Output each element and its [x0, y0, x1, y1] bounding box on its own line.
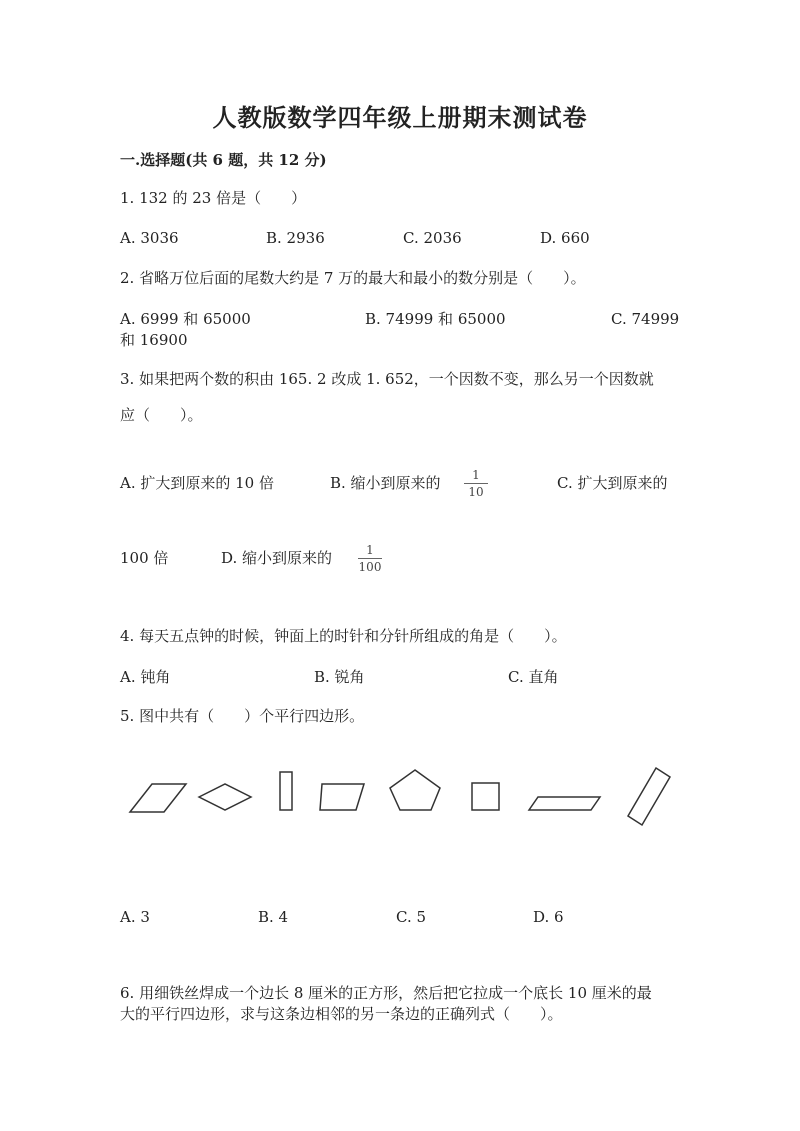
question-2-option-a[interactable]: A. 6999 和 65000 [120, 310, 251, 328]
question-4-option-a[interactable]: A. 钝角 [120, 668, 171, 686]
question-1-option-d[interactable]: D. 660 [540, 229, 590, 247]
question-5-option-a[interactable]: A. 3 [120, 908, 150, 926]
fraction-numerator: 1 [366, 543, 374, 557]
flat-parallelogram-shape [529, 797, 600, 810]
question-1-stem: 1. 132 的 23 倍是（ ） [120, 189, 307, 207]
question-5-stem: 5. 图中共有（ ）个平行四边形。 [120, 707, 365, 725]
parallelogram-shape [130, 784, 186, 812]
question-1-option-c[interactable]: C. 2036 [403, 229, 462, 247]
question-3-stem-line-2: 应（ ）。 [120, 406, 203, 424]
rhombus-shape [199, 784, 251, 810]
square-shape [472, 783, 499, 810]
tall-rectangle-shape [280, 772, 292, 810]
question-4-stem: 4. 每天五点钟的时候，钟面上的时针和分针所组成的角是（ ）。 [120, 627, 567, 645]
question-3-option-b[interactable]: B. 缩小到原来的 [330, 474, 441, 492]
fraction-bar [358, 558, 382, 559]
pentagon-shape [390, 770, 440, 810]
fraction-denominator: 100 [358, 560, 382, 574]
tilted-rectangle-shape [628, 768, 670, 825]
question-2-option-c[interactable]: C. 74999 [611, 310, 680, 328]
fraction-denominator: 10 [468, 485, 484, 499]
question-5-option-b[interactable]: B. 4 [258, 908, 289, 926]
question-3-option-d-fraction [352, 543, 388, 574]
question-6-stem-line-1: 6. 用细铁丝焊成一个边长 8 厘米的正方形，然后把它拉成一个底长 10 厘米的最 [120, 984, 652, 1002]
question-4-option-c[interactable]: C. 直角 [508, 668, 559, 686]
question-3-option-b-fraction [458, 468, 494, 499]
trapezoid-shape [320, 784, 364, 810]
question-2-stem: 2. 省略万位后面的尾数大约是 7 万的最大和最小的数分别是（ ）。 [120, 269, 586, 287]
question-5-option-c[interactable]: C. 5 [396, 908, 427, 926]
question-2-option-c-continued: 和 16900 [120, 331, 188, 349]
question-5-shapes-figure [120, 762, 680, 832]
question-3-option-c[interactable]: C. 扩大到原来的 [557, 474, 668, 492]
question-6-stem-line-2: 大的平行四边形，求与这条边相邻的另一条边的正确列式（ ）。 [120, 1005, 563, 1023]
question-3-stem-line-1: 3. 如果把两个数的积由 165. 2 改成 1. 652，一个因数不变，那么另一个因数就 [120, 370, 654, 388]
fraction-bar [464, 483, 488, 484]
page-title: 人教版数学四年级上册期末测试卷 [212, 103, 588, 132]
question-5-option-d[interactable]: D. 6 [533, 908, 564, 926]
question-1-option-a[interactable]: A. 3036 [120, 229, 179, 247]
question-4-option-b[interactable]: B. 锐角 [314, 668, 365, 686]
question-1-option-b[interactable]: B. 2936 [266, 229, 325, 247]
fraction-numerator: 1 [472, 468, 480, 482]
question-3-option-d[interactable]: D. 缩小到原来的 [221, 549, 333, 567]
question-3-option-c-continued: 100 倍 [120, 549, 169, 567]
question-2-option-b[interactable]: B. 74999 和 65000 [365, 310, 506, 328]
section-heading: 一.选择题(共 6 题，共 12 分) [120, 151, 327, 169]
question-3-option-a[interactable]: A. 扩大到原来的 10 倍 [120, 474, 274, 492]
